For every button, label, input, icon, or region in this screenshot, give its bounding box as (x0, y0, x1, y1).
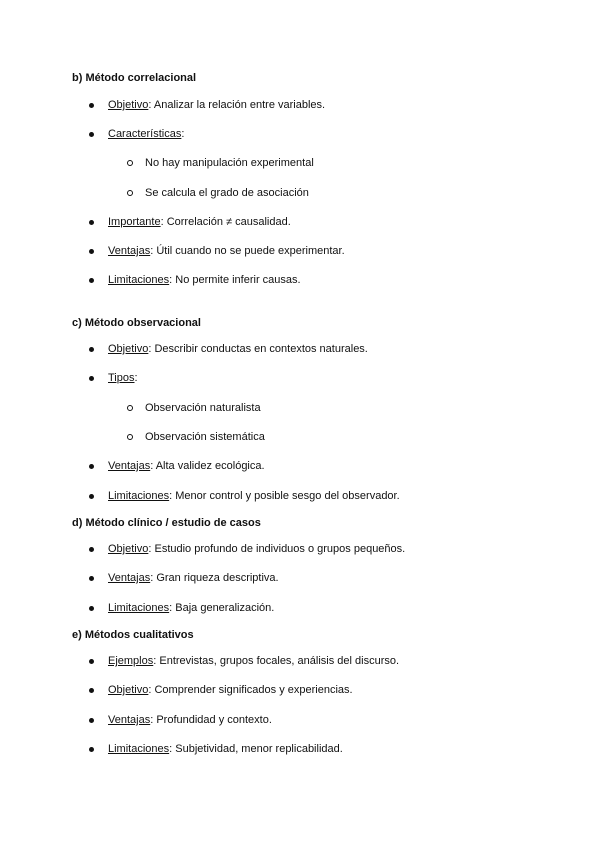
item-label: Ventajas (108, 460, 151, 472)
circle-bullet-icon (127, 190, 133, 196)
bullet-icon (89, 659, 94, 664)
sub-list-item: Se calcula el grado de asociación (145, 187, 309, 199)
item-label: Importante (108, 216, 161, 228)
item-label: Características (108, 128, 182, 140)
section-heading-b: b) Método correlacional (72, 72, 197, 84)
item-text: No permite inferir causas. (172, 274, 301, 286)
list-item (108, 98, 325, 112)
list-item (108, 683, 353, 697)
item-label: Limitaciones (108, 743, 170, 755)
item-text: Alta validez ecológica. (153, 460, 265, 472)
circle-bullet-icon (127, 405, 133, 411)
item-separator: : (134, 372, 138, 384)
bullet-icon (89, 376, 94, 381)
circle-bullet-icon (127, 434, 133, 440)
list-item (108, 342, 368, 356)
item-separator: : (169, 743, 173, 755)
bullet-icon (89, 494, 94, 499)
bullet-icon (89, 547, 94, 552)
item-text: Gran riqueza descriptiva. (153, 572, 279, 584)
bullet-icon (89, 347, 94, 352)
bullet-icon (89, 576, 94, 581)
bullet-icon (89, 103, 94, 108)
item-separator: : (169, 490, 173, 502)
item-text: Profundidad y contexto. (153, 714, 272, 726)
item-label: Objetivo (108, 99, 149, 111)
item-text: Describir conductas en contextos naturales. (151, 343, 368, 355)
bullet-icon (89, 249, 94, 254)
item-text: Subjetividad, menor replicabilidad. (172, 743, 343, 755)
list-item (108, 489, 400, 503)
sub-list-item: No hay manipulación experimental (145, 157, 314, 169)
list-item (108, 571, 279, 585)
bullet-icon (89, 688, 94, 693)
item-separator: : (181, 128, 185, 140)
item-label: Ventajas (108, 572, 151, 584)
list-item (108, 601, 274, 615)
item-separator: : (160, 216, 164, 228)
item-label: Ejemplos (108, 655, 154, 667)
item-text: Estudio profundo de individuos o grupos pequeños. (151, 543, 406, 555)
item-text: Baja generalización. (172, 602, 275, 614)
item-label: Ventajas (108, 245, 151, 257)
sub-list-item: Observación sistemática (145, 431, 265, 443)
bullet-icon (89, 278, 94, 283)
item-text: Entrevistas, grupos focales, análisis del discurso. (156, 655, 400, 667)
bullet-icon (89, 606, 94, 611)
item-separator: : (169, 274, 173, 286)
item-label: Ventajas (108, 714, 151, 726)
item-label: Tipos (108, 372, 135, 384)
item-label: Objetivo (108, 543, 149, 555)
list-item (108, 742, 343, 756)
list-item (108, 371, 138, 385)
item-label: Objetivo (108, 684, 149, 696)
item-separator: : (148, 543, 152, 555)
item-separator: : (150, 714, 154, 726)
list-item (108, 654, 399, 668)
circle-bullet-icon (127, 160, 133, 166)
item-separator: : (150, 572, 154, 584)
item-separator: : (169, 602, 173, 614)
item-text: Menor control y posible sesgo del observador. (172, 490, 400, 502)
list-item (108, 215, 291, 229)
list-item (108, 273, 301, 287)
item-separator: : (148, 343, 152, 355)
item-label: Limitaciones (108, 274, 170, 286)
list-item (108, 127, 184, 141)
item-separator: : (148, 684, 152, 696)
list-item (108, 713, 272, 727)
section-heading-c: c) Método observacional (72, 317, 201, 329)
item-text: Útil cuando no se puede experimentar. (153, 245, 345, 257)
bullet-icon (89, 220, 94, 225)
bullet-icon (89, 747, 94, 752)
list-item (108, 244, 345, 258)
list-item (108, 459, 265, 473)
item-separator: : (150, 460, 154, 472)
item-text: Correlación ≠ causalidad. (163, 216, 291, 228)
item-separator: : (148, 99, 152, 111)
bullet-icon (89, 718, 94, 723)
list-item (108, 542, 405, 556)
item-label: Limitaciones (108, 602, 170, 614)
item-label: Objetivo (108, 343, 149, 355)
section-heading-e: e) Métodos cualitativos (72, 629, 194, 641)
sub-list-item: Observación naturalista (145, 402, 261, 414)
item-separator: : (153, 655, 157, 667)
bullet-icon (89, 132, 94, 137)
bullet-icon (89, 464, 94, 469)
section-heading-d: d) Método clínico / estudio de casos (72, 517, 261, 529)
item-separator: : (150, 245, 154, 257)
item-text: Comprender significados y experiencias. (151, 684, 353, 696)
item-label: Limitaciones (108, 490, 170, 502)
item-text: Analizar la relación entre variables. (151, 99, 326, 111)
